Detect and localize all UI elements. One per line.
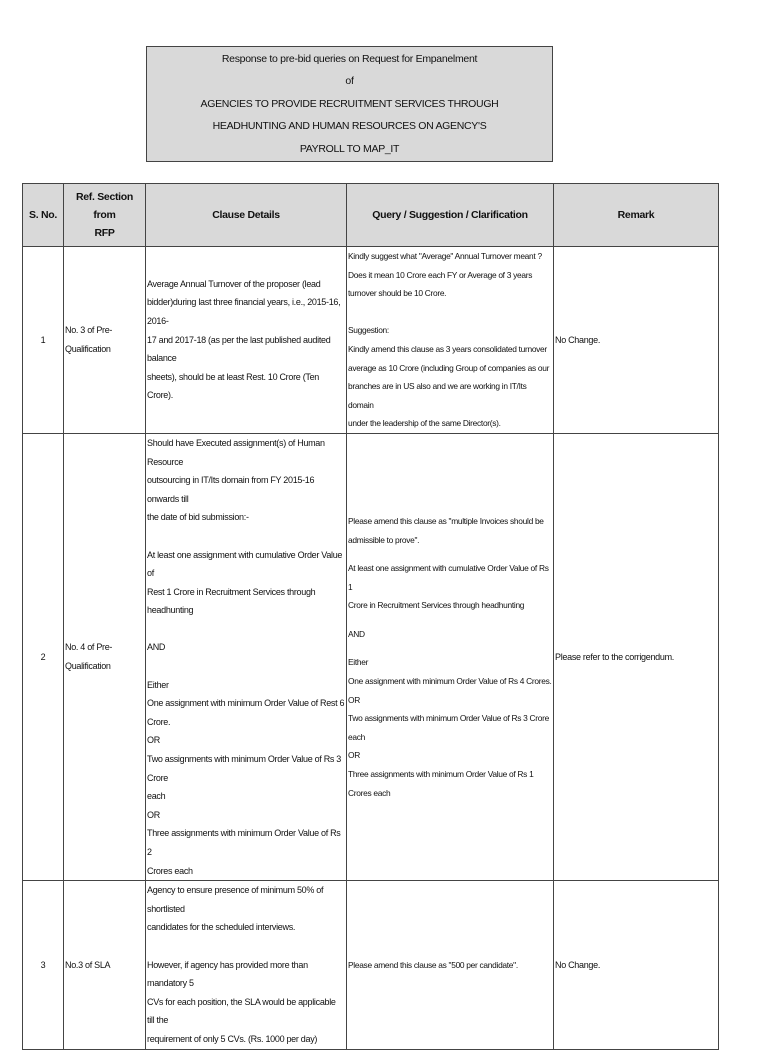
clause-line: CVs for each position, the SLA would be applicable till the — [147, 996, 336, 1026]
clause-line: Either — [147, 679, 169, 690]
table-row — [23, 247, 719, 434]
ref-line: Qualification — [65, 661, 111, 672]
table-header-row — [23, 184, 719, 247]
row-remark: No Change. — [554, 247, 719, 434]
title-line: of — [345, 75, 354, 88]
document-title — [146, 46, 553, 162]
header-remark: Remark — [554, 184, 719, 247]
header-query: Query / Suggestion / Clarification — [347, 184, 554, 247]
row-ref-section — [64, 433, 146, 880]
ref-line: Qualification — [65, 343, 111, 354]
clause-line: Three assignments with minimum Order Value of Rs 2 — [147, 828, 341, 857]
header-ref-line: Ref. Section from — [75, 191, 134, 221]
row-sno: 3 — [23, 881, 64, 1049]
row-query: Please amend this clause as "500 per candidate". — [347, 881, 554, 1049]
clause-line: sheets), should be at least Rest. 10 Crore (Ten Crore). — [147, 371, 319, 401]
query-table — [22, 183, 719, 1050]
clause-line: each — [147, 791, 166, 802]
title-line: HEADHUNTING AND HUMAN RESOURCES ON AGENCY'S — [212, 120, 487, 133]
title-line: PAYROLL TO MAP_IT — [299, 142, 400, 155]
query-line: AND — [348, 628, 365, 639]
clause-line: Agency to ensure presence of minimum 50% of shortlisted — [147, 885, 324, 914]
query-line: Kindly amend this clause as 3 years consolidated turnover — [348, 343, 547, 354]
query-line: Crore in Recruitment Services through headhunting — [348, 600, 525, 611]
clause-line: However, if agency has provided more than mandatory 5 — [147, 959, 308, 989]
query-line: One assignment with minimum Order Value of Rs 4 Crores. — [348, 676, 552, 687]
clause-line: OR — [147, 809, 160, 820]
row-query — [347, 433, 554, 880]
query-line: Kindly suggest what "Average" Annual Turnover meant ? — [348, 251, 542, 261]
ref-line: No. 3 of Pre- — [65, 325, 113, 336]
header-clause-details: Clause Details — [146, 184, 347, 247]
clause-line: the date of bid submission:- — [147, 512, 249, 523]
row-sno: 1 — [23, 247, 64, 434]
ref-line: No. 4 of Pre- — [65, 642, 113, 653]
query-line: Please amend this clause as "multiple Invoices should be — [348, 515, 544, 526]
query-line: average as 10 Crore (including Group of companies as our — [348, 362, 550, 373]
clause-line: outsourcing in IT/Its domain from FY 2015-16 onwards till — [147, 475, 315, 504]
query-line: Two assignments with minimum Order Value of Rs 3 Crore each — [348, 713, 550, 742]
clause-line: Average Annual Turnover of the proposer (lead — [147, 278, 321, 289]
clause-line: One assignment with minimum Order Value of Rest 6 — [147, 698, 345, 709]
query-line: Three assignments with minimum Order Value of Rs 1 Crores each — [348, 769, 534, 798]
query-line: Either — [348, 657, 369, 668]
clause-line: 17 and 2017-18 (as per the last published audited balance — [147, 334, 331, 364]
row-clause-details — [146, 433, 347, 880]
header-ref-section — [64, 184, 146, 247]
clause-line: Should have Executed assignment(s) of Human Resource — [147, 437, 325, 467]
row-sno: 2 — [23, 433, 64, 880]
clause-line: OR — [147, 735, 160, 746]
clause-line: requirement of only 5 CVs. (Rs. 1000 per day) — [147, 1033, 318, 1044]
query-line: turnover should be 10 Crore. — [348, 288, 447, 299]
clause-line: Rest 1 Crore in Recruitment Services through headhunting — [147, 586, 316, 616]
query-line: under the leadership of the same Director(s). — [348, 418, 501, 429]
clause-line: bidder)during last three financial years, i.e., 2015-16, 2016- — [147, 297, 341, 327]
header-ref-line: RFP — [94, 227, 115, 239]
query-line: branches are in US also and we are working in IT/Its domain — [348, 381, 527, 410]
table-row — [23, 433, 719, 880]
ref-line: No.3 of SLA — [65, 959, 111, 970]
clause-line: candidates for the scheduled interviews. — [147, 922, 296, 933]
query-line: OR — [348, 694, 360, 705]
row-clause-details — [146, 247, 347, 434]
query-line: Does it mean 10 Crore each FY or Average of 3 years — [348, 269, 533, 280]
title-line: Response to pre-bid queries on Request for Empanelment — [221, 52, 478, 65]
title-line: AGENCIES TO PROVIDE RECRUITMENT SERVICES THROUGH — [200, 97, 499, 110]
clause-line: Crore. — [147, 716, 171, 727]
query-line: OR — [348, 750, 360, 761]
clause-line: Two assignments with minimum Order Value of Rs 3 Crore — [147, 754, 342, 783]
clause-line: AND — [147, 642, 166, 653]
query-line: admissible to prove". — [348, 534, 420, 545]
query-line: At least one assignment with cumulative Order Value of Rs 1 — [348, 563, 549, 592]
row-remark: Please refer to the corrigendum. — [554, 433, 719, 880]
clause-line: Crores each — [147, 865, 193, 876]
row-query — [347, 247, 554, 434]
clause-line: At least one assignment with cumulative Order Value of — [147, 549, 343, 579]
query-line: Suggestion: — [348, 325, 389, 336]
row-ref-section — [64, 247, 146, 434]
row-remark: No Change. — [554, 881, 719, 1049]
header-sno: S. No. — [23, 184, 64, 247]
